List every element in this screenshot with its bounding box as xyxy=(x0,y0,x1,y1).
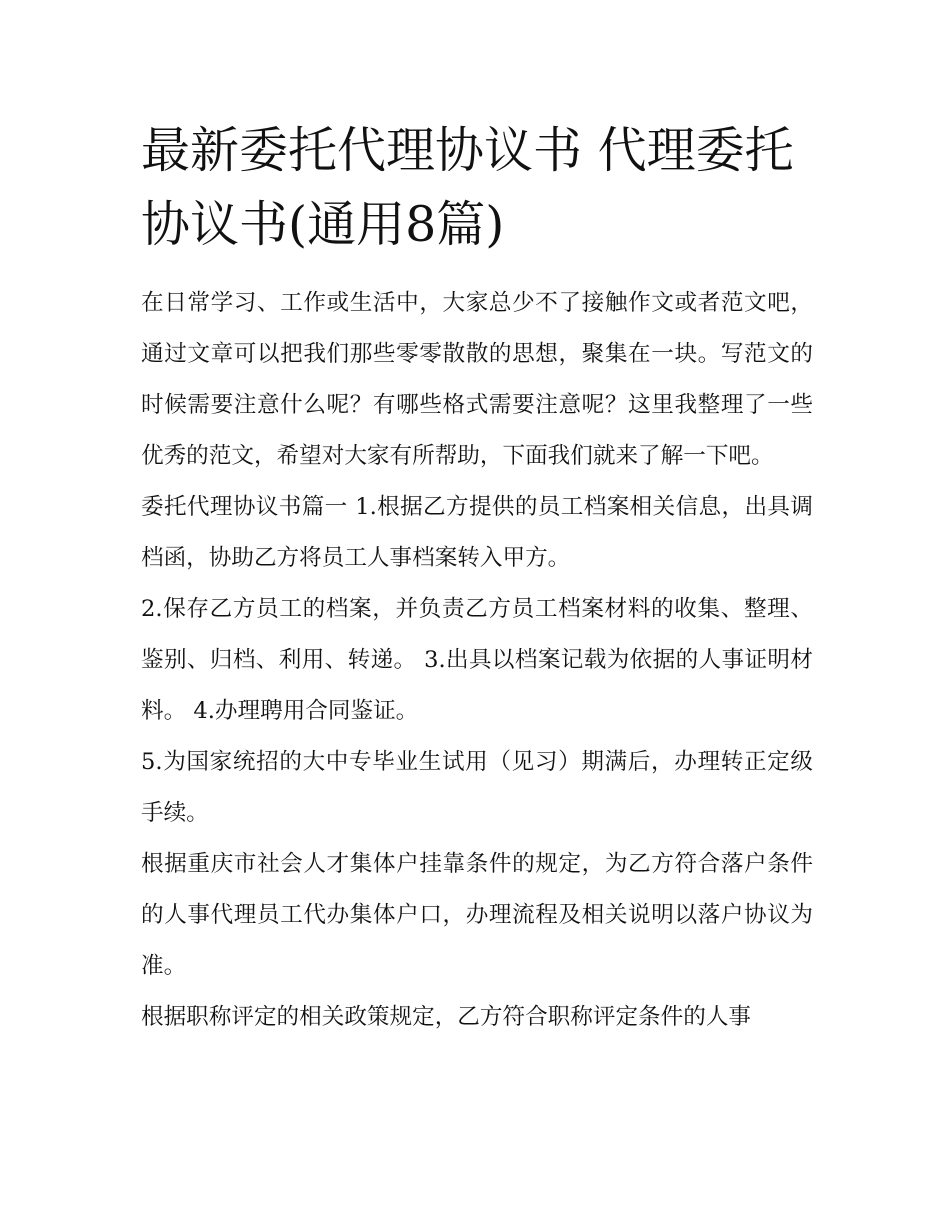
paragraph-5: 根据职称评定的相关政策规定，乙方符合职称评定条件的人事 xyxy=(141,1004,752,1030)
paragraph-1: 委托代理协议书篇一 1.根据乙方提供的员工档案相关信息，出具调档函，协助乙方将员工人事档案转入甲方。 xyxy=(141,494,813,571)
document-title: 最新委托代理协议书 代理委托协议书(通用8篇) xyxy=(141,122,794,253)
paragraph-2: 2.保存乙方员工的档案，并负责乙方员工档案材料的收集、整理、鉴别、归档、利用、转递。 3.出具以档案记载为依据的人事证明材料。 4.办理聘用合同鉴证。 xyxy=(141,596,813,724)
paragraph-3: 5.为国家统招的大中专毕业生试用（见习）期满后，办理转正定级手续。 xyxy=(141,749,813,826)
paragraph-4: 根据重庆市社会人才集体户挂靠条件的规定，为乙方符合落户条件的人事代理员工代办集体户口，办理流程及相关说明以落户协议为准。 xyxy=(141,851,813,979)
document-body xyxy=(141,114,813,1043)
paragraph-intro: 在日常学习、工作或生活中，大家总少不了接触作文或者范文吧，通过文章可以把我们那些零零散散的思想，聚集在一块。写范文的时候需要注意什么呢？有哪些格式需要注意呢？这里我整理了一些优秀的范文，希望对大家有所帮助，下面我们就来了解一下吧。 xyxy=(141,290,813,469)
